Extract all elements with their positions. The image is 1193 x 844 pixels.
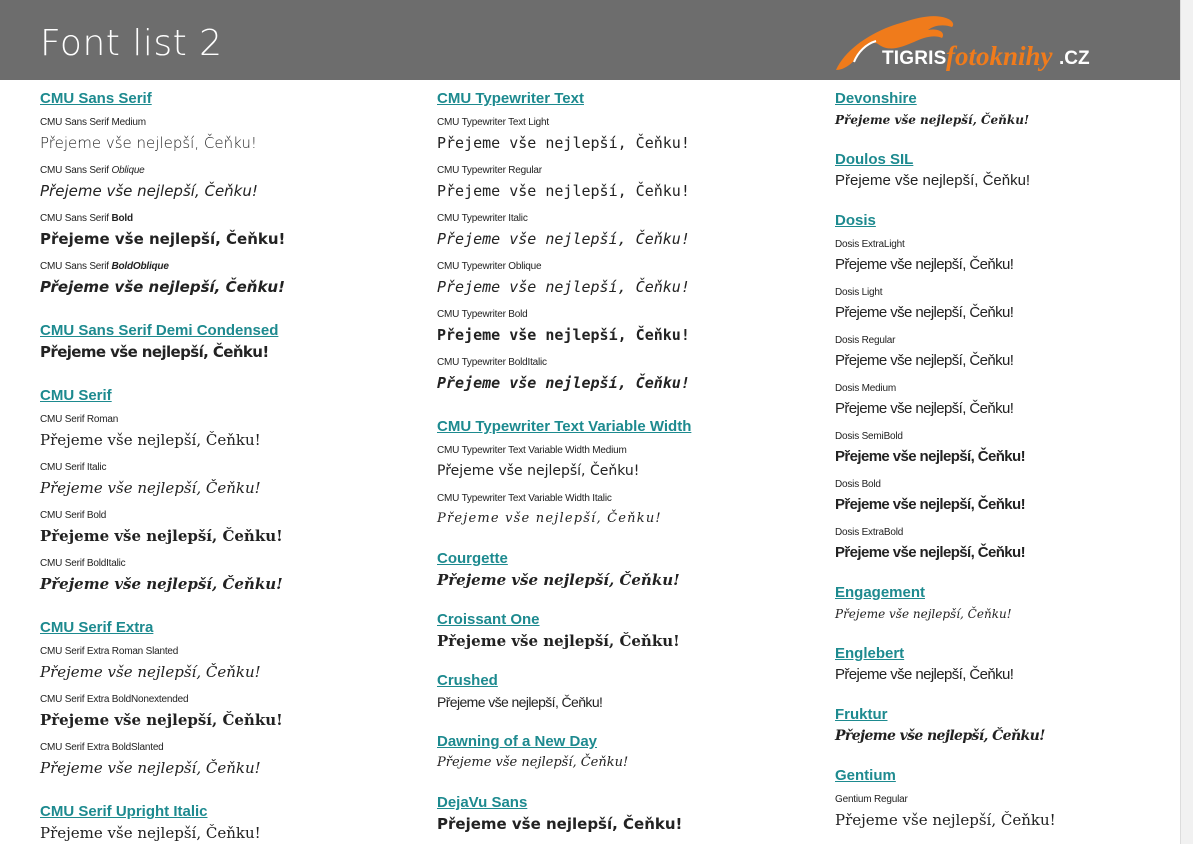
font-sample: Přejeme vše nejlepší, Čeňku! bbox=[40, 575, 283, 593]
variant-label bbox=[40, 165, 420, 177]
font-sample: Přejeme vše nejlepší, Čeňku! bbox=[40, 278, 285, 296]
font-link-cmu-serif-extra[interactable]: CMU Serif Extra bbox=[40, 619, 154, 636]
font-link-croissant-one[interactable]: Croissant One bbox=[437, 611, 540, 628]
variant-label: Dosis Light bbox=[835, 287, 883, 298]
variant-label: Dosis Medium bbox=[835, 383, 896, 394]
font-sample: Přejeme vše nejlepší, Čeňku! bbox=[40, 182, 258, 200]
variant-label: CMU Serif Roman bbox=[40, 414, 119, 425]
font-sample: Přejeme vše nejlepší, Čeňku! bbox=[835, 304, 1014, 321]
page-title: Font list 2 bbox=[40, 23, 223, 64]
tigris-fotoknihy-logo[interactable] bbox=[834, 8, 1094, 78]
variant-label-style: Oblique bbox=[111, 165, 145, 176]
font-sample: Přejeme vše nejlepší, Čeňku! bbox=[40, 431, 261, 449]
font-link-courgette[interactable]: Courgette bbox=[437, 550, 508, 567]
font-link-fruktur[interactable]: Fruktur bbox=[835, 706, 888, 723]
font-sample: Přejeme vše nejlepší, Čeňku! bbox=[835, 496, 1025, 513]
variant-label: Dosis ExtraBold bbox=[835, 527, 904, 538]
font-sample: Přejeme vše nejlepší, Čeňku! bbox=[437, 755, 629, 770]
variant-label: CMU Serif Italic bbox=[40, 462, 107, 473]
font-sample: Přejeme vše nejlepší, Čeňku! bbox=[437, 632, 680, 650]
font-column-1 bbox=[40, 90, 420, 843]
variant-label: CMU Typewriter Text Light bbox=[437, 117, 549, 128]
font-sample: Přejeme vše nejlepší, Čeňku! bbox=[40, 527, 283, 545]
font-link-gentium[interactable]: Gentium bbox=[835, 767, 896, 784]
font-link-cmu-sans-serif[interactable]: CMU Sans Serif bbox=[40, 90, 152, 107]
font-sample: Přejeme vše nejlepší, Čeňku! bbox=[835, 113, 1030, 127]
variant-label: Dosis Regular bbox=[835, 335, 896, 346]
variant-label-style: BoldOblique bbox=[111, 261, 169, 272]
font-sample: Přejeme vše nejlepší, Čeňku! bbox=[40, 759, 261, 777]
variant-label: Dosis ExtraLight bbox=[835, 239, 905, 250]
font-link-englebert[interactable]: Englebert bbox=[835, 645, 905, 662]
variant-label-base: CMU Sans Serif bbox=[40, 165, 112, 176]
variant-label: Dosis Bold bbox=[835, 479, 881, 490]
font-sample: Přejeme vše nejlepší, Čeňku! bbox=[835, 607, 1012, 621]
variant-label: CMU Typewriter Text Variable Width Medium bbox=[437, 445, 627, 456]
font-sample: Přejeme vše nejlepší, Čeňku! bbox=[437, 182, 690, 200]
variant-label: CMU Serif Extra BoldNonextended bbox=[40, 694, 189, 705]
font-sample: Přejeme vše nejlepší, Čeňku! bbox=[835, 544, 1025, 561]
logo-text-fotoknihy: fotoknihy bbox=[946, 41, 1053, 71]
font-sample: Přejeme vše nejlepší, Čeňku! bbox=[40, 134, 257, 152]
font-link-cmu-sans-serif-demi-condensed[interactable]: CMU Sans Serif Demi Condensed bbox=[40, 322, 279, 339]
font-sample: Přejeme vše nejlepší, Čeňku! bbox=[437, 278, 690, 296]
variant-label-base: CMU Sans Serif bbox=[40, 213, 112, 224]
variant-label: CMU Typewriter Oblique bbox=[437, 261, 542, 272]
variant-label: Gentium Regular bbox=[835, 794, 908, 805]
variant-label-style: Bold bbox=[111, 213, 133, 224]
font-link-dawning-of-a-new-day[interactable]: Dawning of a New Day bbox=[437, 733, 598, 750]
variant-label: Dosis SemiBold bbox=[835, 431, 903, 442]
variant-label-base: CMU Sans Serif bbox=[40, 261, 112, 272]
header-bar bbox=[0, 0, 1180, 80]
font-sample: Přejeme vše nejlepší, Čeňku! bbox=[437, 511, 662, 526]
font-sample: Přejeme vše nejlepší, Čeňku! bbox=[835, 172, 1031, 189]
font-sample: Přejeme vše nejlepší, Čeňku! bbox=[437, 134, 690, 152]
variant-label: CMU Serif Extra Roman Slanted bbox=[40, 646, 179, 657]
font-link-dejavu-sans[interactable]: DejaVu Sans bbox=[437, 794, 528, 811]
variant-label: CMU Typewriter Text Variable Width Italic bbox=[437, 493, 612, 504]
vertical-scrollbar[interactable] bbox=[1180, 0, 1193, 844]
font-link-cmu-serif-upright-italic[interactable]: CMU Serif Upright Italic bbox=[40, 803, 208, 820]
font-sample: Přejeme vše nejlepší, Čeňku! bbox=[835, 256, 1014, 273]
font-sample: Přejeme vše nejlepší, Čeňku! bbox=[437, 571, 680, 589]
font-sample: Přejeme vše nejlepší, Čeňku! bbox=[40, 711, 283, 729]
variant-label: CMU Typewriter BoldItalic bbox=[437, 357, 547, 368]
font-sample: Přejeme vše nejlepší, Čeňku! bbox=[437, 326, 690, 344]
variant-label: CMU Serif BoldItalic bbox=[40, 558, 126, 569]
font-link-devonshire[interactable]: Devonshire bbox=[835, 90, 917, 107]
variant-label bbox=[40, 213, 420, 225]
font-link-doulos-sil[interactable]: Doulos SIL bbox=[835, 151, 914, 168]
font-sample: Přejeme vše nejlepší, Čeňku! bbox=[437, 694, 603, 710]
font-sample: Přejeme vše nejlepší, Čeňku! bbox=[835, 728, 1045, 744]
font-sample: Přejeme vše nejlepší, Čeňku! bbox=[40, 663, 261, 681]
font-sample: Přejeme vše nejlepší, Čeňku! bbox=[835, 448, 1025, 465]
logo-text-cz: .CZ bbox=[1059, 48, 1090, 69]
font-link-engagement[interactable]: Engagement bbox=[835, 584, 926, 601]
font-sample: Přejeme vše nejlepší, Čeňku! bbox=[437, 230, 690, 248]
font-sample: Přejeme vše nejlepší, Čeňku! bbox=[437, 463, 640, 479]
font-sample: Přejeme vše nejlepší, Čeňku! bbox=[835, 400, 1014, 417]
font-sample: Přejeme vše nejlepší, Čeňku! bbox=[835, 352, 1014, 369]
variant-label: CMU Serif Bold bbox=[40, 510, 107, 521]
font-link-cmu-typewriter-text[interactable]: CMU Typewriter Text bbox=[437, 90, 584, 107]
logo-text-tigris: TIGRIS bbox=[882, 48, 947, 69]
font-link-crushed[interactable]: Crushed bbox=[437, 672, 498, 689]
font-sample: Přejeme vše nejlepší, Čeňku! bbox=[835, 811, 1056, 829]
font-sample: Přejeme vše nejlepší, Čeňku! bbox=[835, 666, 1014, 683]
font-sample: Přejeme vše nejlepší, Čeňku! bbox=[437, 374, 690, 392]
font-sample: Přejeme vše nejlepší, Čeňku! bbox=[40, 230, 286, 248]
variant-label bbox=[40, 261, 420, 273]
font-link-cmu-serif[interactable]: CMU Serif bbox=[40, 387, 112, 404]
font-link-cmu-typewriter-variable-width[interactable]: CMU Typewriter Text Variable Width bbox=[437, 418, 692, 435]
font-column-2 bbox=[437, 90, 817, 834]
variant-label: CMU Typewriter Regular bbox=[437, 165, 542, 176]
font-link-dosis[interactable]: Dosis bbox=[835, 212, 876, 229]
variant-label: CMU Sans Serif Medium bbox=[40, 117, 146, 128]
variant-label: CMU Typewriter Italic bbox=[437, 213, 528, 224]
font-sample: Přejeme vše nejlepší, Čeňku! bbox=[40, 343, 269, 361]
font-sample: Přejeme vše nejlepší, Čeňku! bbox=[437, 815, 683, 833]
variant-label: CMU Typewriter Bold bbox=[437, 309, 528, 320]
font-sample: Přejeme vše nejlepší, Čeňku! bbox=[40, 479, 261, 497]
font-column-3 bbox=[835, 90, 1175, 830]
variant-label: CMU Serif Extra BoldSlanted bbox=[40, 742, 164, 753]
font-sample: Přejeme vše nejlepší, Čeňku! bbox=[40, 824, 261, 842]
